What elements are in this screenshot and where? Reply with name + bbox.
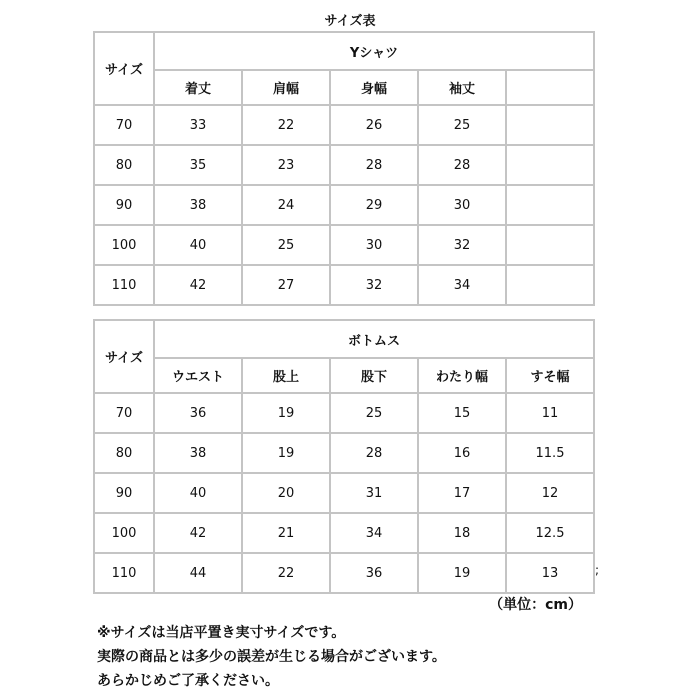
table-header-row (94, 320, 594, 358)
value-cell: 32 (330, 265, 418, 305)
column-header: 股下 (330, 358, 418, 393)
value-cell: 19 (242, 433, 330, 473)
value-cell: 22 (242, 553, 330, 593)
value-cell: 11 (506, 393, 594, 433)
table-subheader-row (94, 358, 594, 393)
column-header: すそ幅 (506, 358, 594, 393)
group-header: ボトムス (154, 320, 594, 358)
value-cell: 40 (154, 473, 242, 513)
value-cell: 30 (418, 185, 506, 225)
value-cell (506, 265, 594, 305)
value-cell: 25 (418, 105, 506, 145)
value-cell: 19 (242, 393, 330, 433)
value-cell: 42 (154, 265, 242, 305)
value-cell (506, 145, 594, 185)
value-cell (506, 185, 594, 225)
size-cell: 80 (94, 433, 154, 473)
value-cell: 22 (242, 105, 330, 145)
value-cell (506, 225, 594, 265)
note-line: 実際の商品とは多少の誤差が生じる場合がございます。 (97, 649, 446, 665)
value-cell: 40 (154, 225, 242, 265)
value-cell: 17 (418, 473, 506, 513)
value-cell: 13 (506, 553, 594, 593)
group-header: Yシャツ (154, 32, 594, 70)
stray-mark: ; (595, 563, 600, 577)
value-cell: 21 (242, 513, 330, 553)
table-subheader-row (94, 70, 594, 105)
size-cell: 90 (94, 473, 154, 513)
column-header: 身幅 (330, 70, 418, 105)
value-cell: 32 (418, 225, 506, 265)
size-cell: 110 (94, 553, 154, 593)
notes (97, 621, 446, 693)
value-cell: 25 (330, 393, 418, 433)
table-row (94, 433, 594, 473)
value-cell: 24 (242, 185, 330, 225)
column-header: 着丈 (154, 70, 242, 105)
value-cell: 35 (154, 145, 242, 185)
column-header: 肩幅 (242, 70, 330, 105)
table-row (94, 145, 594, 185)
table-row (94, 513, 594, 553)
size-cell: 100 (94, 513, 154, 553)
value-cell: 28 (418, 145, 506, 185)
size-cell: 110 (94, 265, 154, 305)
table-row (94, 265, 594, 305)
value-cell (506, 105, 594, 145)
value-cell: 28 (330, 433, 418, 473)
value-cell: 23 (242, 145, 330, 185)
page-title: サイズ表 (324, 14, 376, 29)
size-cell: 90 (94, 185, 154, 225)
shirt-size-table (93, 31, 595, 306)
value-cell: 42 (154, 513, 242, 553)
table-row (94, 393, 594, 433)
value-cell: 18 (418, 513, 506, 553)
value-cell: 27 (242, 265, 330, 305)
value-cell: 38 (154, 185, 242, 225)
value-cell: 12.5 (506, 513, 594, 553)
value-cell: 26 (330, 105, 418, 145)
value-cell: 28 (330, 145, 418, 185)
bottoms-size-table (93, 319, 595, 594)
note-line: あらかじめご了承ください。 (97, 673, 279, 689)
size-header: サイズ (94, 320, 154, 393)
table-header-row (94, 32, 594, 70)
column-header: ウエスト (154, 358, 242, 393)
size-header: サイズ (94, 32, 154, 105)
value-cell: 15 (418, 393, 506, 433)
size-cell: 70 (94, 105, 154, 145)
value-cell: 20 (242, 473, 330, 513)
table-row (94, 553, 594, 593)
value-cell: 29 (330, 185, 418, 225)
size-cell: 100 (94, 225, 154, 265)
value-cell: 38 (154, 433, 242, 473)
value-cell: 16 (418, 433, 506, 473)
column-header: 袖丈 (418, 70, 506, 105)
column-header (506, 70, 594, 105)
unit-label: （単位：cm） (489, 597, 582, 613)
table-row (94, 185, 594, 225)
value-cell: 19 (418, 553, 506, 593)
value-cell: 31 (330, 473, 418, 513)
table-row (94, 225, 594, 265)
value-cell: 44 (154, 553, 242, 593)
note-line: ※サイズは当店平置き実寸サイズです。 (97, 625, 346, 641)
table-row (94, 473, 594, 513)
value-cell: 36 (330, 553, 418, 593)
size-cell: 80 (94, 145, 154, 185)
value-cell: 34 (330, 513, 418, 553)
value-cell: 36 (154, 393, 242, 433)
value-cell: 30 (330, 225, 418, 265)
size-cell: 70 (94, 393, 154, 433)
value-cell: 11.5 (506, 433, 594, 473)
column-header: 股上 (242, 358, 330, 393)
value-cell: 12 (506, 473, 594, 513)
value-cell: 25 (242, 225, 330, 265)
value-cell: 34 (418, 265, 506, 305)
column-header: わたり幅 (418, 358, 506, 393)
value-cell: 33 (154, 105, 242, 145)
table-row (94, 105, 594, 145)
